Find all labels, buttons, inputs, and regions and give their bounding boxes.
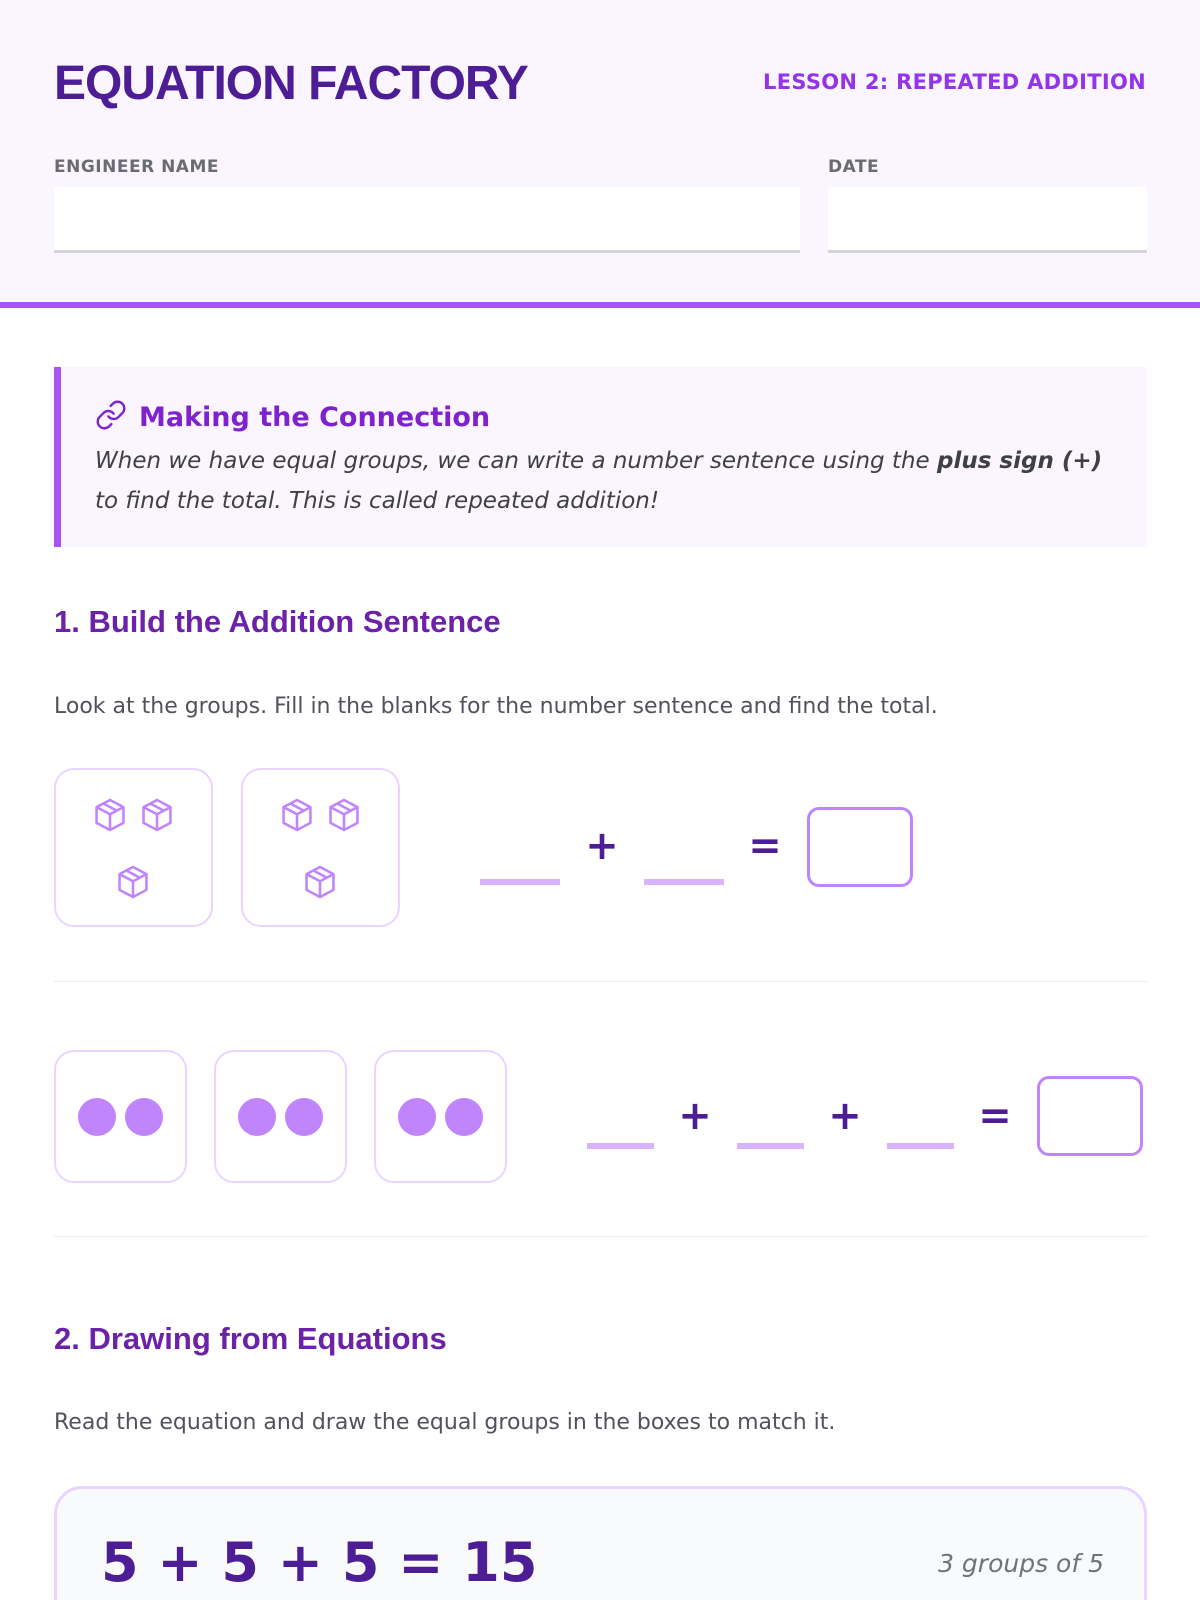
dot-group-1 bbox=[54, 1050, 187, 1183]
plus-sign: + bbox=[828, 1093, 862, 1139]
section-2-title: 2. Drawing from Equations bbox=[54, 1321, 447, 1356]
worksheet-header bbox=[0, 0, 1200, 308]
worksheet-title: EQUATION FACTORY bbox=[54, 57, 528, 110]
dot bbox=[78, 1098, 116, 1136]
plus-sign: + bbox=[585, 823, 619, 869]
callout-text: When we have equal groups, we can write a number sentence using the plus sign (+) to find the total. This is called repeated addition! bbox=[95, 448, 1103, 514]
link-icon bbox=[95, 399, 127, 435]
equation-card bbox=[54, 1486, 1147, 1600]
section-1-title: 1. Build the Addition Sentence bbox=[54, 604, 501, 639]
addend-blank-3[interactable] bbox=[587, 1143, 654, 1149]
dot bbox=[398, 1098, 436, 1136]
cube-group-1 bbox=[54, 768, 213, 927]
answer-box-1[interactable] bbox=[807, 807, 913, 887]
date-input[interactable] bbox=[828, 187, 1147, 253]
cube-icon bbox=[301, 863, 339, 901]
callout-bold-text: plus sign (+) bbox=[936, 448, 1103, 474]
addend-blank-1[interactable] bbox=[480, 879, 560, 885]
callout-title: Making the Connection bbox=[139, 401, 491, 433]
dot-group-3 bbox=[374, 1050, 507, 1183]
section-1-instruction: Look at the groups. Fill in the blanks for the number sentence and find the total. bbox=[54, 694, 938, 719]
engineer-name-input[interactable] bbox=[54, 187, 800, 253]
engineer-name-label: ENGINEER NAME bbox=[54, 157, 219, 177]
problem-divider bbox=[54, 981, 1147, 982]
cube-icon bbox=[325, 796, 363, 834]
callout-heading bbox=[95, 399, 490, 435]
dot-group-2 bbox=[214, 1050, 347, 1183]
plus-sign: + bbox=[678, 1093, 712, 1139]
addend-blank-2[interactable] bbox=[644, 879, 724, 885]
date-label: DATE bbox=[828, 157, 880, 177]
equals-sign: = bbox=[748, 823, 782, 869]
dot bbox=[125, 1098, 163, 1136]
equation-text: 5 + 5 + 5 = 15 bbox=[101, 1531, 538, 1594]
section-divider bbox=[54, 1236, 1147, 1237]
lesson-label: LESSON 2: REPEATED ADDITION bbox=[763, 70, 1146, 94]
equals-sign: = bbox=[978, 1093, 1012, 1139]
dot bbox=[285, 1098, 323, 1136]
cube-group-2 bbox=[241, 768, 400, 927]
cube-icon bbox=[114, 863, 152, 901]
addend-blank-4[interactable] bbox=[737, 1143, 804, 1149]
cube-icon bbox=[91, 796, 129, 834]
answer-box-2[interactable] bbox=[1037, 1076, 1143, 1156]
dot bbox=[445, 1098, 483, 1136]
connection-callout bbox=[54, 367, 1147, 547]
equation-note: 3 groups of 5 bbox=[938, 1549, 1104, 1578]
cube-icon bbox=[278, 796, 316, 834]
cube-icon bbox=[138, 796, 176, 834]
section-2-instruction: Read the equation and draw the equal groups in the boxes to match it. bbox=[54, 1410, 836, 1435]
dot bbox=[238, 1098, 276, 1136]
addend-blank-5[interactable] bbox=[887, 1143, 954, 1149]
